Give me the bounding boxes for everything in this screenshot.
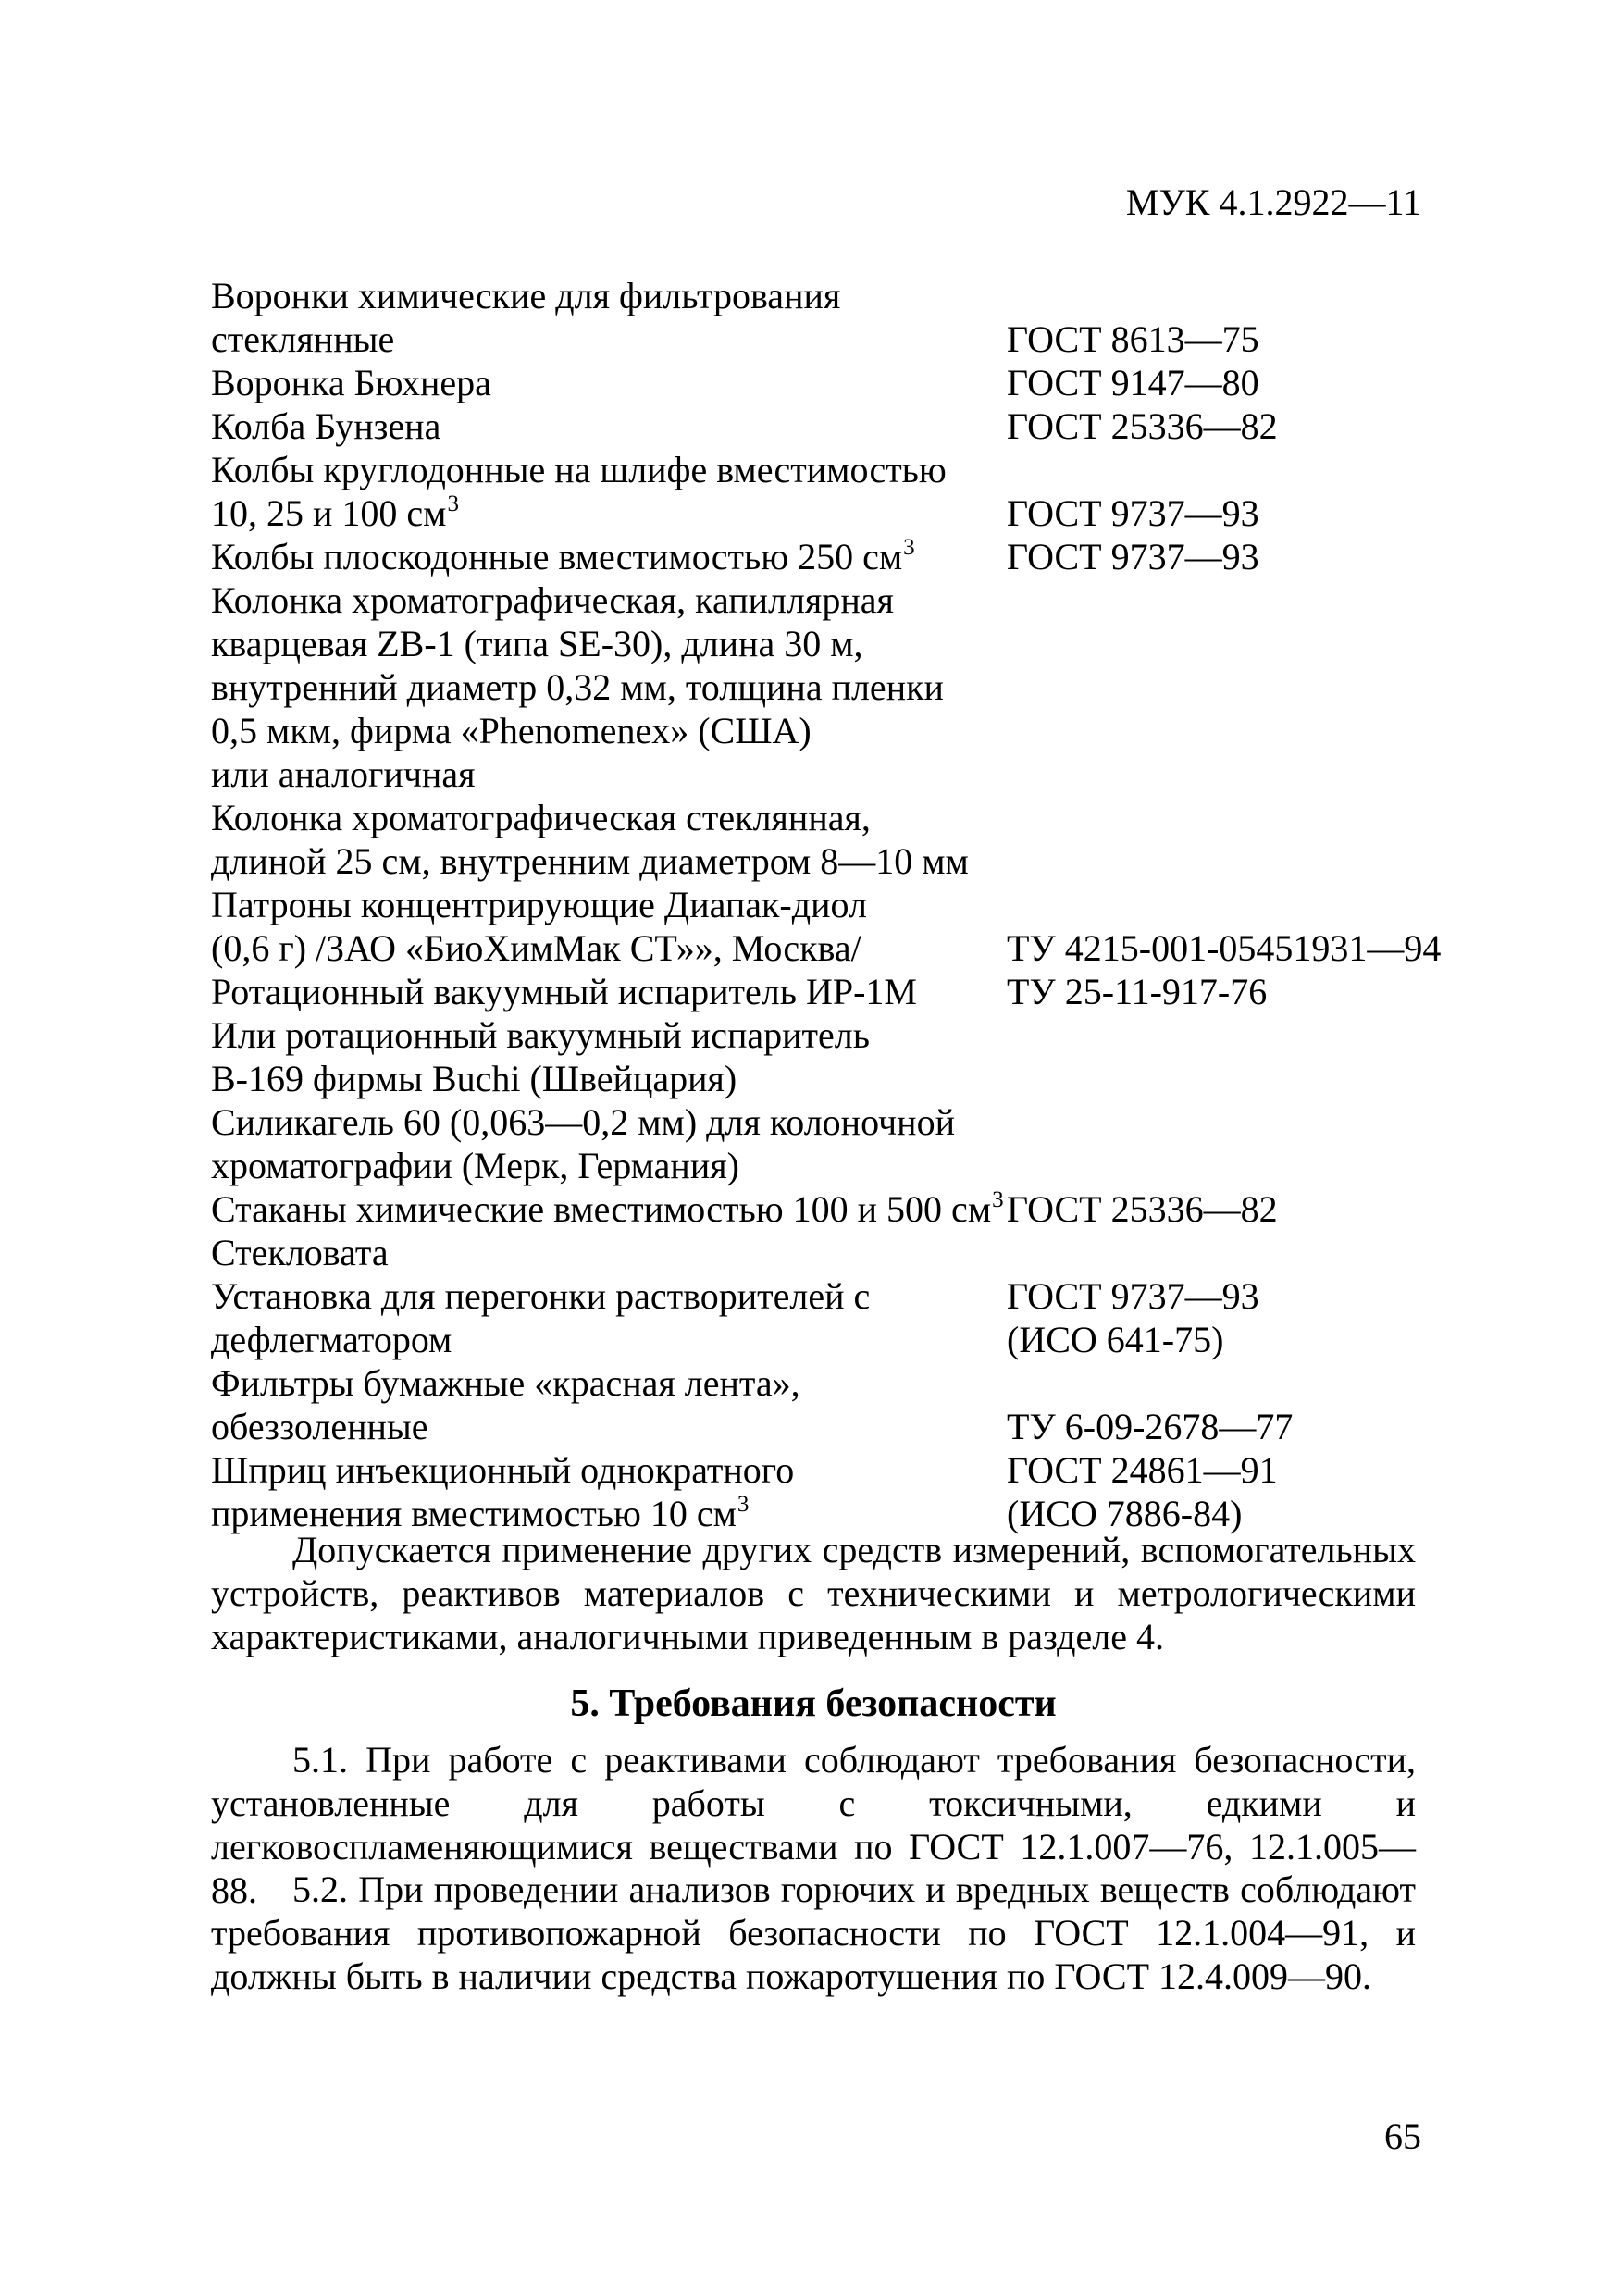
equipment-standard: [1007, 448, 1460, 491]
equipment-name-text: длиной 25 см, внутренним диаметром 8—10 мм: [211, 840, 969, 882]
equipment-standard: [1007, 752, 1460, 796]
equipment-line: [211, 448, 1460, 491]
equipment-line: [211, 1057, 1460, 1100]
equipment-line: [211, 970, 1460, 1013]
equipment-line: [211, 622, 1460, 665]
equipment-line: [211, 883, 1460, 926]
equipment-name-text: кварцевая ZB-1 (типа SE-30), длина 30 м,: [211, 623, 863, 664]
equipment-standard: (ИСО 641-75): [1007, 1319, 1224, 1360]
equipment-list: [211, 274, 1460, 1535]
equipment-standard: [1007, 665, 1460, 709]
equipment-standard: ГОСТ 8613—75: [1007, 318, 1259, 360]
equipment-line: [211, 404, 1460, 448]
equipment-standard: [1007, 1057, 1460, 1100]
equipment-line: [211, 1274, 1460, 1318]
equipment-name-text: В-169 фирмы Buchi (Швейцария): [211, 1058, 737, 1099]
equipment-standard: [1007, 1361, 1460, 1405]
equipment-name: [211, 709, 1007, 752]
equipment-name: [211, 361, 1007, 404]
equipment-standard: [1007, 1013, 1460, 1057]
equipment-name-text: Колбы плоскодонные вместимостью 250 см: [211, 536, 903, 577]
equipment-name: [211, 796, 1007, 839]
equipment-name: [211, 752, 1007, 796]
equipment-standard: ГОСТ 9737—93: [1007, 536, 1259, 577]
equipment-line: [211, 1231, 1460, 1274]
equipment-name: [211, 317, 1007, 361]
equipment-name-text: Шприц инъекционный однократного: [211, 1449, 795, 1491]
equipment-standard: ГОСТ 9737—93: [1007, 492, 1259, 534]
safety-paragraph-5-2: 5.2. При проведении анализов горючих и вредных веществ соблюдают требования противопожарной безопасности по ГОСТ 12.1.004—91, и должны быть в наличии средства пожаротушения по ГОСТ 12.4.009—90.: [211, 1868, 1416, 1997]
equipment-name: [211, 404, 1007, 448]
equipment-name-text: или аналогичная: [211, 753, 476, 795]
equipment-standard: ТУ 6-09-2678—77: [1007, 1406, 1294, 1447]
equipment-name-text: Воронка Бюхнера: [211, 362, 491, 403]
equipment-standard: ГОСТ 25336—82: [1007, 405, 1278, 447]
equipment-line: [211, 361, 1460, 404]
equipment-line: [211, 839, 1460, 883]
equipment-name: [211, 883, 1007, 926]
equipment-line: [211, 274, 1460, 317]
equipment-standard: [1007, 1144, 1460, 1187]
equipment-name-text: Стаканы химические вместимостью 100 и 500 см: [211, 1188, 992, 1230]
equipment-line: [211, 1361, 1460, 1405]
equipment-name-text: Силикагель 60 (0,063—0,2 мм) для колоночной: [211, 1101, 955, 1143]
equipment-name: [211, 448, 1007, 491]
equipment-name: [211, 1361, 1007, 1405]
equipment-name: [211, 1231, 1007, 1274]
equipment-line: [211, 1187, 1460, 1231]
equipment-standard: ГОСТ 9147—80: [1007, 362, 1259, 403]
equipment-name-text: стеклянные: [211, 318, 395, 360]
equipment-line: [211, 317, 1460, 361]
equipment-standard: [1007, 578, 1460, 622]
equipment-name: [211, 491, 1007, 535]
equipment-name-text: Патроны концентрирующие Диапак-диол: [211, 884, 867, 925]
equipment-name-text: Колба Бунзена: [211, 405, 441, 447]
equipment-name-text: хроматографии (Мерк, Германия): [211, 1145, 739, 1186]
equipment-line: [211, 535, 1460, 578]
equipment-standard: [1007, 839, 1460, 883]
equipment-line: [211, 1448, 1460, 1492]
equipment-line: [211, 578, 1460, 622]
equipment-line: [211, 926, 1460, 970]
equipment-name: [211, 622, 1007, 665]
section-heading: 5. Требования безопасности: [570, 1682, 1057, 1725]
equipment-name: [211, 1100, 1007, 1144]
equipment-line: [211, 796, 1460, 839]
equipment-standard: ГОСТ 24861—91: [1007, 1449, 1278, 1491]
equipment-standard: (ИСО 7886-84): [1007, 1493, 1243, 1534]
equipment-name-text: Фильтры бумажные «красная лента»,: [211, 1362, 800, 1404]
equipment-name: [211, 1448, 1007, 1492]
equipment-name-text: обеззоленные: [211, 1406, 428, 1447]
equipment-name: [211, 535, 1007, 578]
page-number: 65: [1384, 2116, 1421, 2157]
equipment-line: [211, 1318, 1460, 1361]
equipment-name: [211, 1274, 1007, 1318]
equipment-name-text: дефлегматором: [211, 1319, 452, 1360]
unit-superscript: 3: [447, 491, 459, 516]
equipment-standard: [1007, 1100, 1460, 1144]
unit-superscript: 3: [903, 535, 915, 560]
equipment-name-text: 0,5 мкм, фирма «Phenomenex» (США): [211, 710, 812, 751]
safety-paragraph-5-1: 5.1. При работе с реактивами соблюдают требования безопасности, установленные для работы с токсичными, едкими и легковоспламеняющимися веществами по ГОСТ 12.1.007—76, 12.1.005—88.: [211, 1739, 1416, 1911]
equipment-name: [211, 1318, 1007, 1361]
equipment-standard: [1007, 1231, 1460, 1274]
equipment-name-text: внутренний диаметр 0,32 мм, толщина пленки: [211, 666, 944, 708]
note-paragraph: Допускается применение других средств измерений, вспомогательных устройств, реактивов материалов с техническими и метрологическими характеристиками, аналогичными приведенным в разделе 4.: [211, 1529, 1416, 1657]
equipment-standard: ТУ 4215-001-05451931—94: [1007, 927, 1442, 969]
equipment-name-text: 10, 25 и 100 см: [211, 492, 447, 534]
equipment-name-text: Установка для перегонки растворителей с: [211, 1275, 871, 1317]
equipment-standard: ТУ 25-11-917-76: [1007, 971, 1268, 1012]
unit-superscript: 3: [992, 1187, 1004, 1212]
equipment-name-text: Воронки химические для фильтрования: [211, 275, 841, 316]
equipment-line: [211, 491, 1460, 535]
equipment-name-text: Колонка хроматографическая, капиллярная: [211, 579, 894, 621]
equipment-name-text: Стекловата: [211, 1232, 389, 1273]
equipment-name: [211, 274, 1007, 317]
equipment-standard: [1007, 709, 1460, 752]
equipment-name-text: применения вместимостью 10 см: [211, 1493, 737, 1534]
equipment-line: [211, 752, 1460, 796]
equipment-name: [211, 926, 1007, 970]
equipment-name-text: Колонка хроматографическая стеклянная,: [211, 797, 871, 838]
equipment-name-text: (0,6 г) /ЗАО «БиоХимМак СТ»», Москва/: [211, 927, 861, 969]
equipment-standard: [1007, 796, 1460, 839]
equipment-line: [211, 665, 1460, 709]
equipment-standard: [1007, 274, 1460, 317]
equipment-name-text: Или ротационный вакуумный испаритель: [211, 1014, 870, 1056]
equipment-line: [211, 1144, 1460, 1187]
equipment-name: [211, 578, 1007, 622]
running-header-document-code: МУК 4.1.2922—11: [1125, 181, 1421, 223]
equipment-line: [211, 1100, 1460, 1144]
equipment-name-text: Колбы круглодонные на шлифе вместимостью: [211, 449, 947, 490]
equipment-standard: ГОСТ 9737—93: [1007, 1275, 1259, 1317]
equipment-name-text: Ротационный вакуумный испаритель ИР-1М: [211, 971, 917, 1012]
equipment-line: [211, 1405, 1460, 1448]
unit-superscript: 3: [737, 1492, 750, 1517]
equipment-name: [211, 1013, 1007, 1057]
equipment-name: [211, 1187, 1007, 1231]
equipment-name: [211, 839, 1007, 883]
equipment-name: [211, 1405, 1007, 1448]
equipment-name: [211, 970, 1007, 1013]
equipment-name: [211, 1057, 1007, 1100]
equipment-line: [211, 709, 1460, 752]
equipment-standard: [1007, 622, 1460, 665]
equipment-name: [211, 1144, 1007, 1187]
equipment-line: [211, 1013, 1460, 1057]
equipment-standard: ГОСТ 25336—82: [1007, 1188, 1278, 1230]
equipment-standard: [1007, 883, 1460, 926]
equipment-name: [211, 665, 1007, 709]
